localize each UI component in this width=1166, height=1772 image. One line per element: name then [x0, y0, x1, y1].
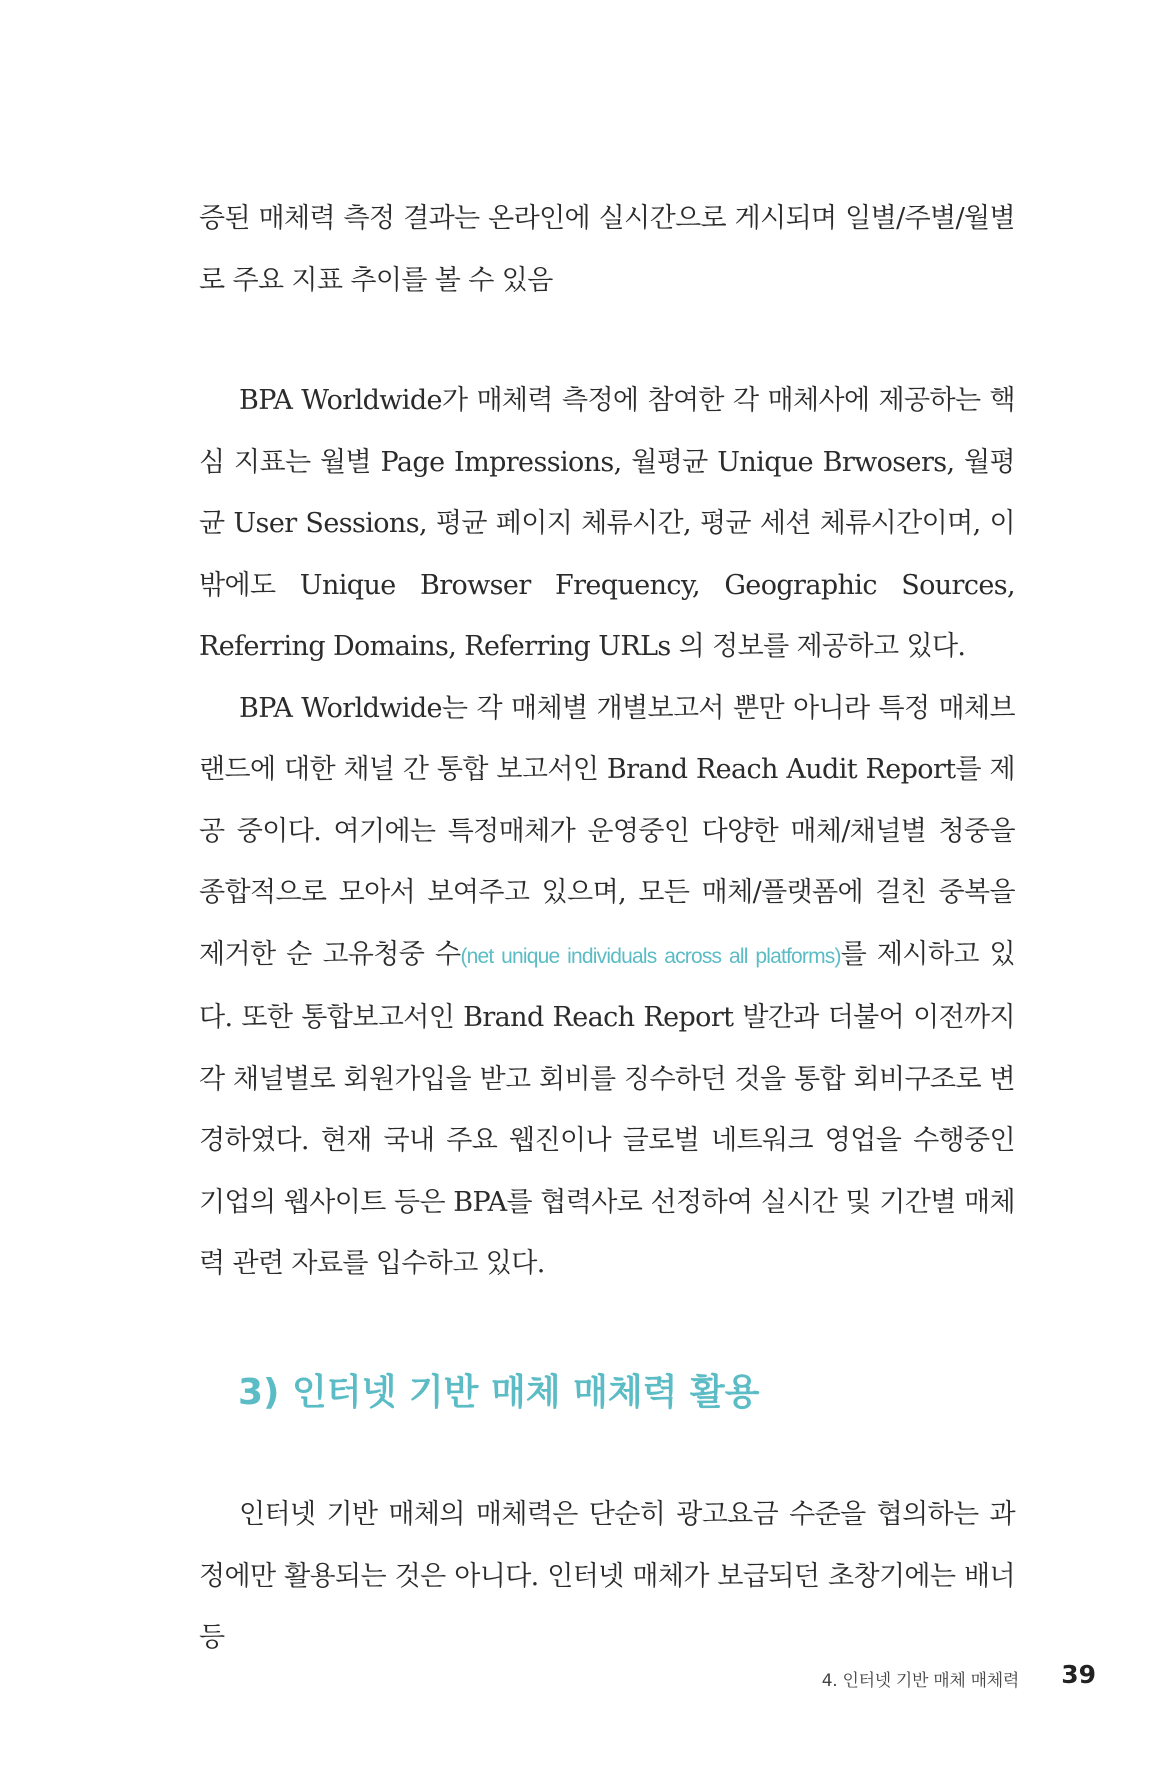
paragraph-bpa-metrics: BPA Worldwide가 매체력 측정에 참여한 각 매체사에 제공하는 핵심 지표는 월별 Page Impressions, 월평균 Unique Brwosers, 월평균 User Sessions, 평균 페이지 체류시간, 평균 세션 체류시간이며, 이밖에도 Unique Browser Frequency, Geographic Sources, Referring Domains, Referring URLs 의 정보를 제공하고 있다.: [199, 385, 1015, 662]
body-text-top: [199, 188, 1015, 311]
page-number: 39: [1061, 1660, 1096, 1689]
body-text-bottom: [199, 1484, 1015, 1669]
running-footer-chapter: 4. 인터넷 기반 매체 매체력: [821, 1671, 1019, 1691]
section-heading: 3) 인터넷 기반 매체 매체력 활용: [238, 1372, 760, 1413]
body-text-main: [199, 370, 1015, 1295]
paragraph-brand-reach-part2: 를 제시하고 있다. 또한 통합보고서인 Brand Reach Report 발간과 더불어 이전까지 각 채널별로 회원가입을 받고 회비를 징수하던 것을 통합 회비구조로 변경하였다. 현재 국내 주요 웹진이나 글로벌 네트워크 영업을 수행중인 기업의 웹사이트 등은 BPA를 협력사로 선정하여 실시간 및 기간별 매체력 관련 자료를 입수하고 있다.: [199, 938, 1015, 1279]
paragraph-continuation: 증된 매체력 측정 결과는 온라인에 실시간으로 게시되며 일별/주별/월별 로 주요 지표 추이를 볼 수 있음: [199, 203, 1015, 296]
paragraph-brand-reach-part1: BPA Worldwide는 각 매체별 개별보고서 뿐만 아니라 특정 매체브랜드에 대한 채널 간 통합 보고서인 Brand Reach Audit Report를 제공 중이다. 여기에는 특정매체가 운영중인 다양한 매체/채널별 청중을 종합적으로 모아서 보여주고 있으며, 모든 매체/플랫폼에 걸친 중복을 제거한 순 고유청중 수: [199, 692, 1015, 970]
inline-english-note: (net unique individuals across all platforms): [460, 944, 841, 968]
paragraph-brand-reach: [199, 678, 1015, 1295]
paragraph-internet-media: 인터넷 기반 매체의 매체력은 단순히 광고요금 수준을 협의하는 과정에만 활용되는 것은 아니다. 인터넷 매체가 보급되던 초창기에는 배너 등: [199, 1499, 1015, 1653]
